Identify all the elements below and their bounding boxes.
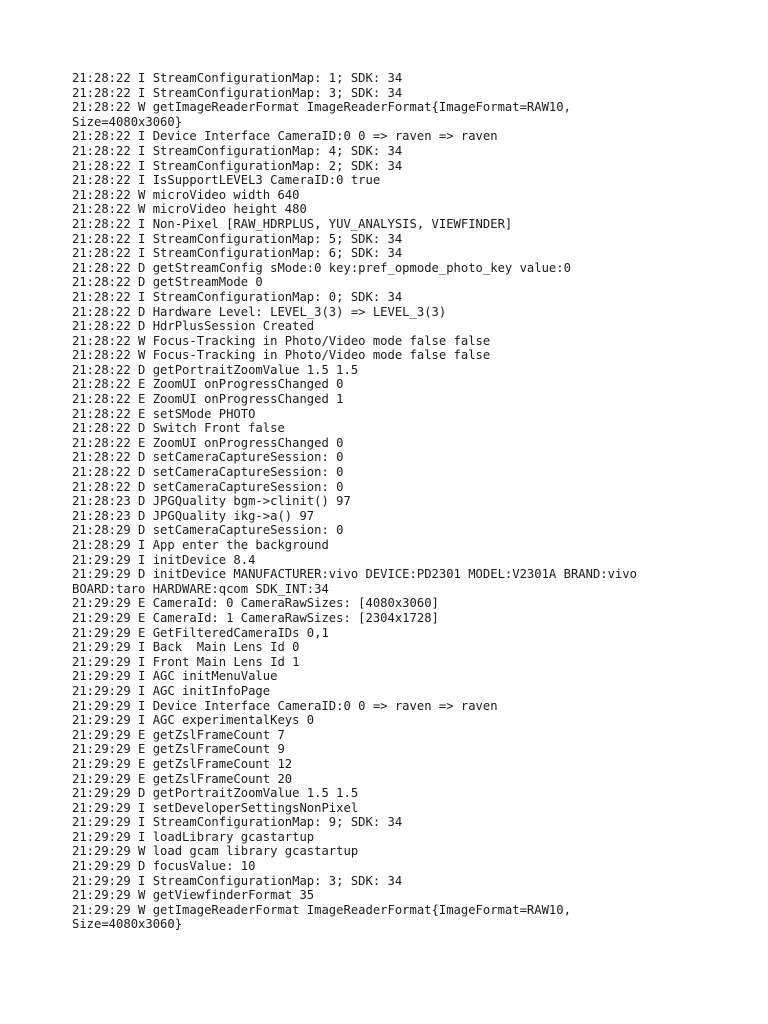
log-line: 21:28:22 E ZoomUI onProgressChanged 0 [72, 377, 344, 392]
log-line: 21:29:29 I StreamConfigurationMap: 9; SDK: 34 [72, 815, 403, 830]
log-line: 21:28:22 I IsSupportLEVEL3 CameraID:0 true [72, 173, 381, 188]
log-line: 21:28:22 I StreamConfigurationMap: 6; SDK: 34 [72, 246, 403, 261]
log-line: 21:28:22 D setCameraCaptureSession: 0 [72, 479, 344, 494]
log-line: 21:28:22 D setCameraCaptureSession: 0 [72, 450, 344, 465]
log-line: 21:29:29 E getZslFrameCount 7 [72, 727, 285, 742]
log-line: 21:28:22 I Non-Pixel [RAW_HDRPLUS, YUV_ANALYSIS, VIEWFINDER] [72, 216, 513, 231]
log-line: 21:29:29 I AGC experimentalKeys 0 [72, 713, 315, 728]
log-line: 21:29:29 D focusValue: 10 [72, 859, 256, 874]
log-line: 21:28:22 I StreamConfigurationMap: 2; SDK: 34 [72, 158, 403, 173]
log-line: 21:29:29 I StreamConfigurationMap: 3; SDK: 34 [72, 873, 403, 888]
log-line: 21:28:23 D JPGQuality bgm->clinit() 97 [72, 494, 351, 509]
log-line: 21:28:23 D JPGQuality ikg->a() 97 [72, 508, 315, 523]
log-line: Size=4080x3060} [72, 114, 183, 129]
log-line: 21:28:22 D HdrPlusSession Created [72, 319, 315, 334]
log-line: BOARD:taro HARDWARE:qcom SDK_INT:34 [72, 581, 329, 596]
log-line: 21:29:29 E getZslFrameCount 12 [72, 756, 293, 771]
log-line: 21:29:29 E getZslFrameCount 20 [72, 771, 293, 786]
log-line: 21:29:29 E GetFilteredCameraIDs 0,1 [72, 625, 329, 640]
log-line: 21:28:22 E ZoomUI onProgressChanged 1 [72, 392, 344, 407]
log-line: 21:28:22 W microVideo width 640 [72, 187, 300, 202]
log-line: 21:29:29 I loadLibrary gcastartup [72, 829, 315, 844]
log-line: 21:28:22 D Switch Front false [72, 421, 285, 436]
log-line: 21:29:29 W getViewfinderFormat 35 [72, 888, 315, 903]
log-line: 21:28:22 W Focus-Tracking in Photo/Video mode false false [72, 348, 491, 363]
log-line: 21:29:29 I Device Interface CameraID:0 0 => raven => raven [72, 698, 498, 713]
log-line: 21:29:29 D initDevice MANUFACTURER:vivo DEVICE:PD2301 MODEL:V2301A BRAND:vivo [72, 567, 637, 582]
log-line: 21:29:29 I initDevice 8.4 [72, 552, 256, 567]
log-line: 21:29:29 D getPortraitZoomValue 1.5 1.5 [72, 786, 359, 801]
log-line: 21:29:29 I AGC initInfoPage [72, 683, 271, 698]
log-line: 21:28:22 E ZoomUI onProgressChanged 0 [72, 435, 344, 450]
log-line: 21:29:29 I Front Main Lens Id 1 [72, 654, 300, 669]
log-line: 21:28:22 I StreamConfigurationMap: 4; SDK: 34 [72, 143, 403, 158]
log-line: 21:28:22 D setCameraCaptureSession: 0 [72, 465, 344, 480]
log-line: 21:28:29 I App enter the background [72, 538, 329, 552]
log-line: 21:28:22 E setSMode PHOTO [72, 406, 256, 421]
log-line: 21:28:22 I StreamConfigurationMap: 1; SDK: 34 [72, 71, 403, 85]
log-line: Size=4080x3060} [72, 917, 183, 932]
log-line: 21:28:22 D getStreamConfig sMode:0 key:pref_opmode_photo_key value:0 [72, 260, 571, 275]
log-line: 21:28:22 I StreamConfigurationMap: 3; SDK: 34 [72, 85, 403, 100]
log-line: 21:28:22 I StreamConfigurationMap: 5; SDK: 34 [72, 231, 403, 246]
log-line: 21:29:29 I setDeveloperSettingsNonPixel [72, 800, 359, 815]
log-view [72, 71, 692, 932]
log-line: 21:28:22 D getStreamMode 0 [72, 275, 263, 290]
log-line: 21:29:29 I Back Main Lens Id 0 [72, 640, 300, 655]
log-line: 21:29:29 W getImageReaderFormat ImageReaderFormat{ImageFormat=RAW10, [72, 902, 571, 917]
log-line: 21:29:29 E CameraId: 0 CameraRawSizes: [4080x3060] [72, 596, 439, 611]
log-line: 21:28:29 D setCameraCaptureSession: 0 [72, 523, 344, 538]
log-line: 21:28:22 D getPortraitZoomValue 1.5 1.5 [72, 362, 359, 377]
log-line: 21:28:22 W getImageReaderFormat ImageReaderFormat{ImageFormat=RAW10, [72, 100, 571, 115]
log-line: 21:29:29 W load gcam library gcastartup [72, 844, 359, 859]
log-line: 21:28:22 W Focus-Tracking in Photo/Video mode false false [72, 333, 491, 348]
log-line: 21:28:22 W microVideo height 480 [72, 202, 307, 217]
log-line: 21:29:29 E CameraId: 1 CameraRawSizes: [2304x1728] [72, 610, 439, 625]
log-line: 21:29:29 I AGC initMenuValue [72, 669, 278, 684]
log-line: 21:29:29 E getZslFrameCount 9 [72, 742, 285, 757]
log-line: 21:28:22 I StreamConfigurationMap: 0; SDK: 34 [72, 289, 403, 304]
log-line: 21:28:22 D Hardware Level: LEVEL_3(3) => LEVEL_3(3) [72, 304, 447, 319]
log-line: 21:28:22 I Device Interface CameraID:0 0 => raven => raven [72, 129, 498, 144]
